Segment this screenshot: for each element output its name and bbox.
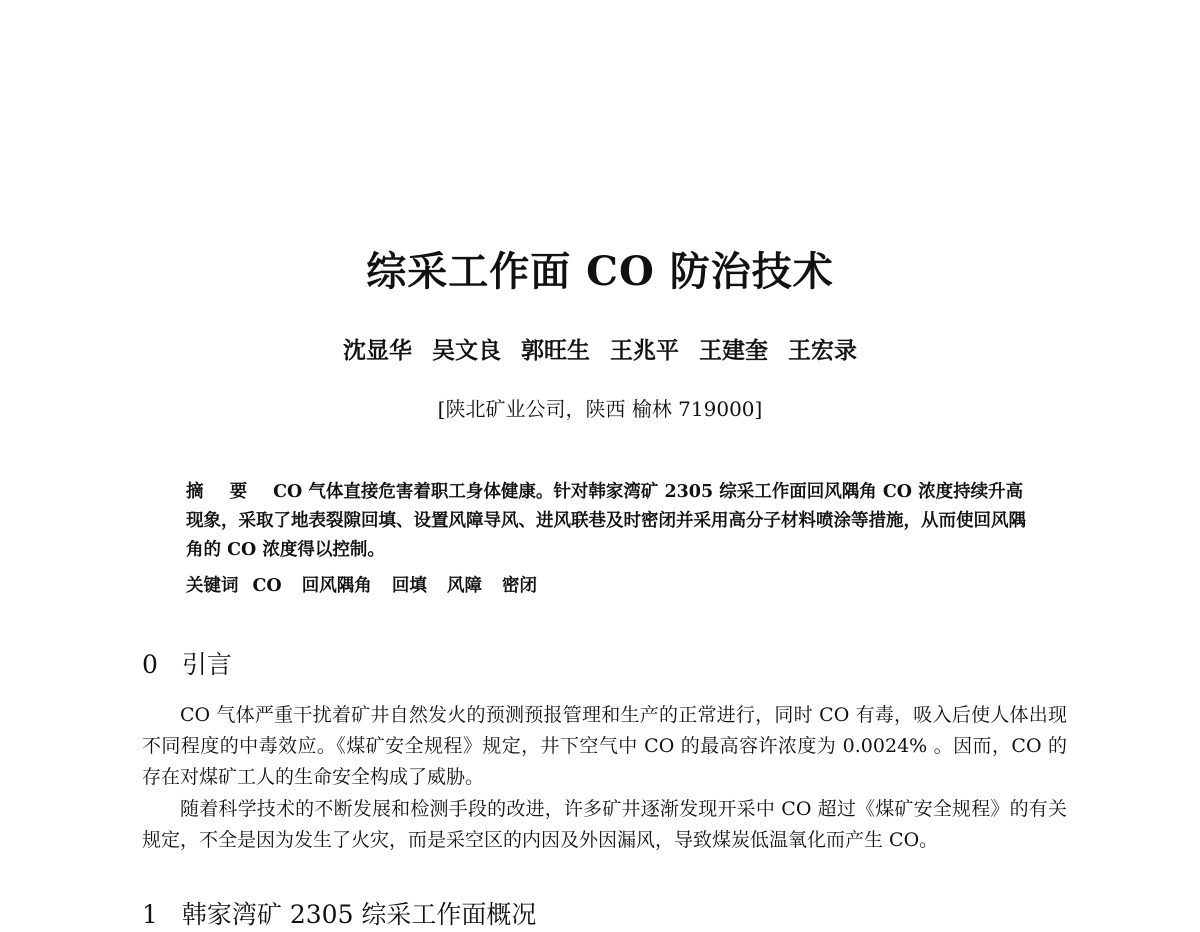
abstract-text: CO 气体直接危害着职工身体健康。针对韩家湾矿 2305 综采工作面回风隅角 CO 浓度持续升高现象，采取了地表裂隙回填、设置风障导风、进风联巷及时密闭并采用高分子材料喷涂等措施，从而使回风隅角的 CO 浓度得以控制。 xyxy=(186,482,1026,560)
keywords-text: CO 回风隅角 回填 风障 密闭 xyxy=(252,576,538,596)
section-number: 0 xyxy=(142,650,158,679)
section-heading-overview xyxy=(142,898,536,932)
section-heading-introduction xyxy=(142,648,232,682)
paper-title: 综采工作面 CO 防治技术 xyxy=(366,248,834,295)
author-affiliation: [陕北矿业公司，陕西 榆林 719000] xyxy=(437,397,763,421)
keywords xyxy=(186,572,1026,600)
section-title: 引言 xyxy=(181,650,232,679)
keywords-label: 关键词 xyxy=(186,576,239,596)
body-paragraph: CO 气体严重干扰着矿井自然发火的预测预报管理和生产的正常进行，同时 CO 有毒，吸入后使人体出现不同程度的中毒效应。《煤矿安全规程》规定，井下空气中 CO 的最高容许浓度为 0.0024% 。因而，CO 的存在对煤矿工人的生命安全构成了威胁。 xyxy=(142,704,1067,788)
body-paragraph: 随着科学技术的不断发展和检测手段的改进，许多矿井逐渐发现开采中 CO 超过《煤矿安全规程》的有关规定，不全是因为发生了火灾，而是采空区的内因及外因漏风，导致煤炭低温氧化而产生 CO。 xyxy=(142,798,1067,851)
section-number: 1 xyxy=(142,900,158,929)
section-title: 韩家湾矿 2305 综采工作面概况 xyxy=(181,900,537,929)
abstract-label: 摘 要 xyxy=(186,482,258,502)
abstract xyxy=(186,478,1026,565)
author-list: 沈显华 吴文良 郭旺生 王兆平 王建奎 王宏录 xyxy=(342,337,858,364)
